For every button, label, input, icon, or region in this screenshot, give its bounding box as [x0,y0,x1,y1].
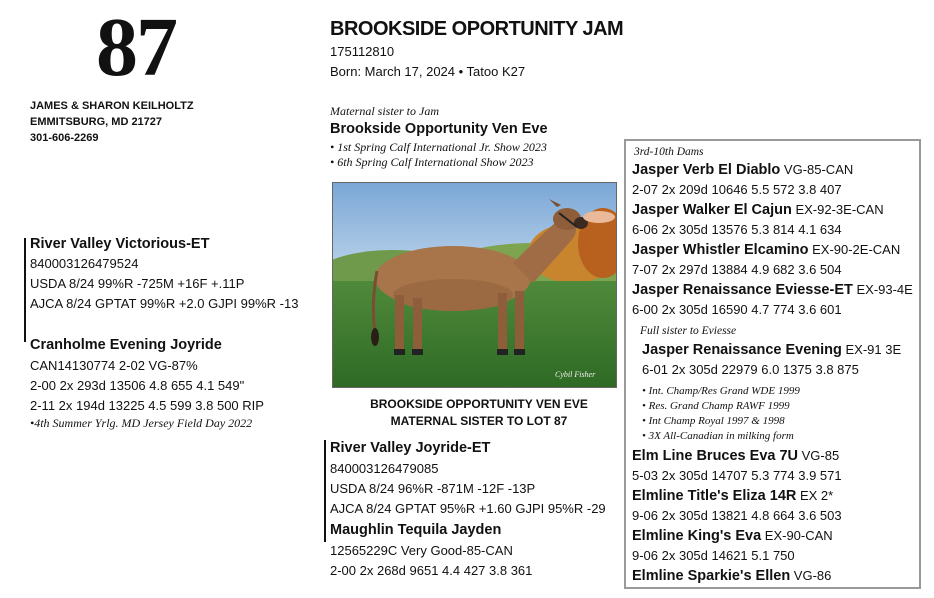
maternal-sister-note-2: • 6th Spring Calf International Show 2023 [330,155,534,169]
granddam-name: Maughlin Tequila Jayden [330,522,502,538]
dam-entry-3 [632,240,900,280]
animal-born: Born: March 17, 2024 • Tatoo K27 [330,64,526,79]
dam-9-score: EX-90-CAN [761,528,833,543]
photo-signature: Cybil Fisher [555,370,596,379]
dam-10-name: Elmline Sparkie's Ellen [632,568,791,584]
dam-7-score: VG-85 [798,448,840,463]
owner-block [30,98,194,146]
animal-name: BROOKSIDE OPORTUNITY JAM [330,18,624,40]
owner-city: EMMITSBURG, MD 21727 [30,116,163,128]
full-sister-score: EX-91 3E [841,342,902,357]
dam-9-name: Elmline King's Eva [632,528,762,544]
dam-6-record: 6-00 2x 305d 16590 4.7 774 3.6 601 [632,302,842,317]
dam-entry-6 [632,486,842,526]
dam-award: •4th Summer Yrlg. MD Jersey Field Day 2022 [30,416,253,430]
dam-3-score: VG-85-CAN [780,162,854,177]
cow-photo-illustration [333,183,616,387]
owner-phone: 301-606-2269 [30,132,99,144]
dam-6-score: EX-93-4E [852,282,913,297]
dam-10-score: VG-86 [790,568,832,583]
dam-entry-1 [632,160,853,200]
sire-reg: 840003126479524 [30,256,139,271]
dam-7-name: Elm Line Bruces Eva 7U [632,448,799,464]
dam-8-score: EX 2* [796,488,834,503]
lot-number: 87 [96,1,176,94]
granddam-reg: 12565229C Very Good-85-CAN [330,543,513,558]
dams-header: 3rd-10th Dams [634,146,704,158]
dam-8-name: Elmline Title's Eliza 14R [632,488,797,504]
dam-entry-2 [632,200,884,240]
full-sister-note-2: • Res. Grand Champ RAWF 1999 [642,400,790,412]
dam-4-record: 6-06 2x 305d 13576 5.3 814 4.1 634 [632,222,842,237]
dam-3-record: 2-07 2x 209d 10646 5.5 572 3.8 407 [632,182,842,197]
animal-reg: 175112810 [330,44,395,59]
full-sister-name: Jasper Renaissance Evening [642,342,842,358]
mgs-reg: 840003126479085 [330,461,439,476]
dam-record-1: 2-00 2x 293d 13506 4.8 655 4.1 549" [30,378,245,393]
mgs-usda: USDA 8/24 96%R -871M -12F -13P [330,481,536,496]
dam-8-record: 9-06 2x 305d 13821 4.8 664 3.6 503 [632,508,842,523]
dam-name: Cranholme Evening Joyride [30,337,222,353]
photo-caption-line-2: MATERNAL SISTER TO LOT 87 [390,414,568,428]
pedigree-bracket-sire [24,238,26,342]
granddam-record: 2-00 2x 268d 9651 4.4 427 3.8 361 [330,563,533,578]
owner-name: JAMES & SHARON KEILHOLTZ [30,100,194,112]
sire-name: River Valley Victorious-ET [30,236,210,252]
photo-caption [332,396,626,430]
full-sister-note-1: • Int. Champ/Res Grand WDE 1999 [642,385,800,397]
dam-record-2: 2-11 2x 194d 13225 4.5 599 3.8 500 RIP [30,398,264,413]
dam-reg: CAN14130774 2-02 VG-87% [30,358,198,373]
mgs-name: River Valley Joyride-ET [330,440,491,456]
maternal-sister-note-1: • 1st Spring Calf International Jr. Show 2023 [330,140,547,154]
sire-ajca: AJCA 8/24 GPTAT 99%R +2.0 GJPI 99%R -13 [30,296,299,311]
maternal-sister-label: Maternal sister to Jam [330,104,439,118]
dam-5-score: EX-90-2E-CAN [808,242,901,257]
full-sister-record: 6-01 2x 305d 22979 6.0 1375 3.8 875 [642,362,859,377]
dam-entry-4 [632,280,913,320]
dam-4-name: Jasper Walker El Cajun [632,202,792,218]
full-sister-entry [642,340,901,380]
full-sister-label: Full sister to Eviesse [640,325,737,337]
mgs-ajca: AJCA 8/24 GPTAT 95%R +1.60 GJPI 95%R -29 [330,501,606,516]
cow-photo [332,182,617,388]
maternal-sister-name: Brookside Opportunity Ven Eve [330,121,548,137]
photo-caption-line-1: BROOKSIDE OPPORTUNITY VEN EVE [370,397,588,411]
dam-5-name: Jasper Whistler Elcamino [632,242,809,258]
pedigree-bracket-dam [324,440,326,542]
dam-5-record: 7-07 2x 297d 13884 4.9 682 3.6 504 [632,262,842,277]
dam-7-record: 5-03 2x 305d 14707 5.3 774 3.9 571 [632,468,842,483]
dam-9-record: 9-06 2x 305d 14621 5.1 750 [632,548,795,563]
dam-entry-8 [632,566,831,586]
dam-3-name: Jasper Verb El Diablo [632,162,781,178]
dam-4-score: EX-92-3E-CAN [791,202,884,217]
dam-entry-7 [632,526,833,566]
dam-entry-5 [632,446,842,486]
full-sister-note-3: • Int Champ Royal 1997 & 1998 [642,415,785,427]
sire-usda: USDA 8/24 99%R -725M +16F +.11P [30,276,245,291]
full-sister-note-4: • 3X All-Canadian in milking form [642,430,794,442]
dam-6-name: Jasper Renaissance Eviesse-ET [632,282,853,298]
